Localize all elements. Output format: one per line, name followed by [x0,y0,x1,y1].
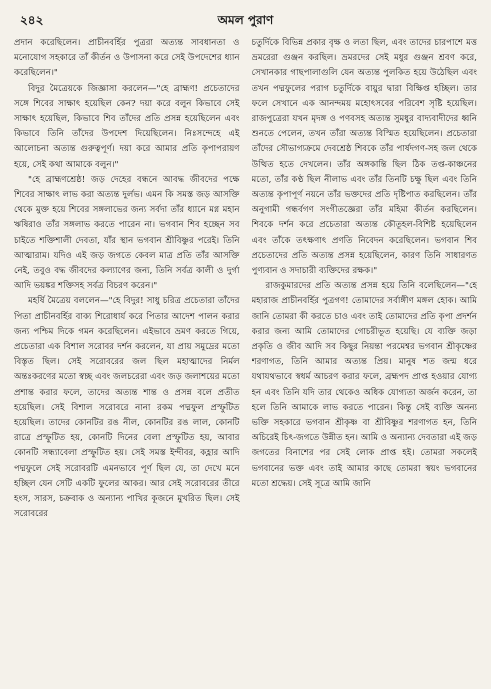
right-column [252,36,478,676]
paragraph: প্রদান করেছিলেন। প্রাচীনবর্হির পুত্ররা অত্যন্ত সাবধানতা ও মনোযোগ সহকারে তাঁ কীর্তন ও উপাসনা করে সেই উপদেশের ধ্যান করেছিলেন।" [14,38,240,79]
page-header [14,10,477,30]
paragraph: মহর্ষি মৈত্রেয় বললেন—"হে বিদুর! সাধু চরিত্র প্রচেতারা তাঁদের পিতা প্রাচীনবর্হির বাক্য শিরোধার্য করে পিতার আদেশ পালন করার জন্য পশ্চিম দিকে গমন করেছিলেন। এইভাবে ভ্রমণ করতে গিয়ে, প্রচেতারা এক বিশাল সরোবর দর্শন করলেন, যা প্রায় সমুদ্রের মতো বিস্তৃত ছিল। সেই সরোবরের জল ছিল মহাত্মাদের নির্মল অন্তঃকরণের মতো স্বচ্ছ এবং জলচরেরা এবং জড় জলাশয়ের মতো প্রশান্ত করার ফলে, তাদের অত্যন্ত শান্ত ও প্রসন্ন বলে প্রতীত হয়েছিল। সেই বিশাল সরোবরে নানা রকম পদ্মফুল প্রস্ফুটিত হয়েছিল। তাদের কোনটির রঙ নীল, কোনটির রঙ লাল, কোনটি রাত্রে প্রস্ফুটিত হয়, কোনটি দিনের বেলা প্রস্ফুটিত হয়, আবার কোনটি সন্ধ্যাবেলা প্রস্ফুটিত হয়। সেই সমস্ত ইন্দীবর, কহ্লার আদি পদ্মফুলে সেই সরোবরটি এমনভাবে পূর্ণ ছিল যে, তা দেখে মনে হচ্ছিল যেন সেটি একটি ফুলের আকর। আর সেই সরোবরের তীরে হংস, সারস, চক্রবাক ও অন্যান্য পাখির কূজনে মুখরিত ছিল। সেই সরোবরের [14,296,240,520]
text-columns [14,36,477,676]
left-column [14,36,240,676]
page-number: ২৪২ [20,13,44,27]
running-title: অমল পুরাণ [217,13,274,27]
paragraph: বিদুর মৈত্রেয়কে জিজ্ঞাসা করলেন—"হে ব্রাহ্মণ! প্রচেতাদের সঙ্গে শিবের সাক্ষাৎ হয়েছিল কেন? দয়া করে বলুন কিভাবে সেই সাক্ষাৎ হয়েছিল, কিভাবে শিব তাঁদের প্রতি প্রসন্ন হয়েছিলেন এবং কিভাবে তিনি তাঁদের উপদেশ দিয়েছিলেন। নিঃসন্দেহে এই আলোচনা অত্যন্ত গুরুত্বপূর্ণ। দয়া করে আমার প্রতি কৃপাপরায়ণ হয়ে, সেই কথা আমাকে বলুন।" [14,83,240,170]
paragraph: "হে ব্রাহ্মণশ্রেষ্ঠ! জড় দেহের বন্ধনে আবদ্ধ জীবদের পক্ষে শিবের সাক্ষাৎ লাভ করা অত্যন্ত দুর্লভ। এমন কি সমস্ত জড় আসক্তি থেকে মুক্ত হয়ে শিবের সঙ্গলাভের জন্য সর্বদা তাঁর ধ্যানে মগ্ন মহান ঋষিরাও তাঁর সঙ্গলাভ করতে পারেন না। ভগবান শিব হচ্ছেন সব চাইতে শক্তিশালী দেবতা, যাঁর স্থান ভগবান শ্রীবিষ্ণুর পরেই। তিনি আত্মারাম। যদিও এই জড় জগতে কেবল মাত্র প্রতি তাঁর আসক্তি নেই, তবুও বদ্ধ জীবদের কল্যাণের জন্য, তিনি সর্বত্র কালী ও দুর্গা আদি ভয়ঙ্কর শক্তিসহ সর্বত্র বিচরণ করেন।" [14,174,240,292]
paragraph: চতুর্দিকে বিভিন্ন প্রকার বৃক্ষ ও লতা ছিল, এবং তাদের চারপাশে মত্ত ভ্রমরেরা গুঞ্জন করছিল। ভ্রমরদের সেই মধুর গুঞ্জন শ্রবণ করে, সেখানকার গাছপালাগুলি যেন অত্যন্ত পুলকিত হয়ে উঠেছিল এবং তখন পদ্মফুলের পরাগ চতুর্দিকে বায়ুর দ্বারা বিক্ষিপ্ত হচ্ছিল। তার ফলে সেখানে এক আনন্দময় মহোৎসবের পরিবেশ সৃষ্টি হয়েছিল। রাজপুত্রেরা যখন মৃদঙ্গ ও পণবসহ অত্যন্ত সুমধুর বাদ্যবাদীদের ধ্বনি শুনতে পেলেন, তখন তাঁরা অত্যন্ত বিস্মিত হয়েছিলেন। প্রচেতারা তাঁদের সৌভাগ্যক্রমে দেবশ্রেষ্ঠ শিবকে তাঁর পার্ষদগণ-সহ জল থেকে উত্থিত হতে দেখলেন। তাঁর অঙ্গকান্তি ছিল ঠিক তপ্ত-কাঞ্চনের মতো, তাঁর কণ্ঠ ছিল নীলাভ এবং তাঁর তিনটি চক্ষু ছিল এবং তিনি অত্যন্ত কৃপাপূর্ণ নয়নে তাঁর ভক্তদের প্রতি দৃষ্টিপাত করছিলেন। তাঁর অনুগামী গন্ধর্বগণ সংগীতজ্ঞেরা তাঁর মহিমা কীর্তন করছিলেন। শিবকে দর্শন করে প্রচেতারা অত্যন্ত কৌতূহল-বিশিষ্ট হয়েছিলেন এবং তাঁকে তৎক্ষণাৎ প্রণতি নিবেদন করেছিলেন। ভগবান শিব প্রচেতাদের প্রতি অত্যন্ত প্রসন্ন হয়েছিলেন, কারণ তিনি সাধারণত পুণ্যবান ও সদাচারী ব্যক্তিদের রক্ষক।" [251,38,477,277]
paragraph: রাজকুমারদের প্রতি অত্যন্ত প্রসন্ন হয়ে তিনি বলেছিলেন—"হে মহারাজ প্রাচীনবর্হির পুত্রগণ! তোমাদের সর্বাঙ্গীণ মঙ্গল হোক। আমি জানি তোমরা কী করতে চাও এবং তাই তোমাদের প্রতি কৃপা প্রদর্শন করার জন্য আমি তোমাদের গোচরীভূত হয়েছি। যে ব্যক্তি জড়া প্রকৃতি ও জীব আদি সব কিছুর নিয়ন্তা পরমেশ্বর ভগবান শ্রীকৃষ্ণের শরণাগত, তিনি আমার অত্যন্ত প্রিয়। মানুষ শত জন্ম ধরে যথাযথভাবে স্বধর্ম আচরণ করার ফলে, ব্রহ্মপদ প্রাপ্ত হওয়ার যোগ্য হন এবং তিনি যদি তার থেকেও অধিক যোগ্যতা অর্জন করেন, তা হলে তিনি আমাকে লাভ করতে পারেন। কিন্তু সেই ব্যক্তি অনন্য ভক্তি সহকারে ভগবান শ্রীকৃষ্ণ বা শ্রীবিষ্ণুর শরণাগত হন, তিনি অচিরেই চিৎ-জগতে উন্নীত হন। আমি ও অন্যান্য দেবতারা এই জড় জগতের বিনাশের পর সেই লোক প্রাপ্ত হই। তোমরা সকলেই ভগবানের ভক্ত এবং তাই আমার কাছে তোমরা স্বয়ং ভগবানের মতো শ্রদ্ধেয়। সেই সূত্রে আমি জানি [251,281,477,489]
